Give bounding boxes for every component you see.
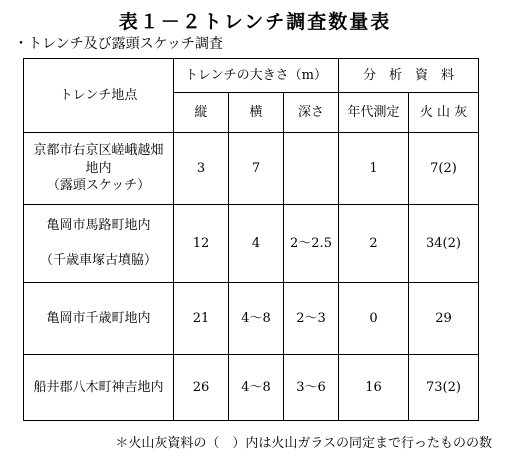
- table-row: [24, 133, 479, 205]
- location-line: （千歳車塚古墳脇）: [39, 253, 157, 268]
- table-row: [24, 283, 479, 355]
- header-analysis-group: 分 析 資 料: [339, 59, 479, 93]
- location-line: （露頭スケッチ）: [46, 178, 151, 194]
- table-row: [24, 355, 479, 421]
- cell-depth: 2～3: [284, 283, 339, 355]
- cell-length: 21: [174, 283, 229, 355]
- location-line: 亀岡市馬路町地内: [46, 218, 151, 234]
- cell-ash: 34(2): [409, 205, 479, 283]
- cell-length: 26: [174, 355, 229, 421]
- cell-location: [24, 205, 174, 283]
- cell-dating: 16: [339, 355, 409, 421]
- header-ash: 火 山 灰: [409, 93, 479, 133]
- header-location: トレンチ地点: [24, 59, 174, 133]
- cell-dating: 0: [339, 283, 409, 355]
- location-line: 船井郡八木町神吉地内: [33, 379, 164, 395]
- header-size-group: トレンチの大きさ（m）: [174, 59, 339, 93]
- header-depth: 深さ: [284, 93, 339, 133]
- location-line: 地内: [85, 160, 112, 176]
- cell-location: [24, 283, 174, 355]
- cell-ash: 29: [409, 283, 479, 355]
- cell-length: 12: [174, 205, 229, 283]
- cell-width: 4: [229, 205, 284, 283]
- header-dating: 年代測定: [339, 93, 409, 133]
- cell-width: 4～8: [229, 283, 284, 355]
- page-title: 表１－２トレンチ調査数量表: [118, 11, 392, 33]
- footnote: ＊火山灰資料の（ ）内は火山ガラスの同定まで行ったものの数: [115, 436, 492, 451]
- cell-depth: 3～6: [284, 355, 339, 421]
- cell-location: [24, 133, 174, 205]
- location-line: 京都市右京区嵯峨越畑: [33, 143, 164, 159]
- location-line: [26, 235, 171, 252]
- cell-dating: 1: [339, 133, 409, 205]
- trench-table: [23, 58, 479, 421]
- cell-depth: [284, 133, 339, 205]
- cell-ash: 73(2): [409, 355, 479, 421]
- location-line: 亀岡市千歳町地内: [46, 310, 151, 326]
- cell-width: 7: [229, 133, 284, 205]
- cell-length: 3: [174, 133, 229, 205]
- table-row: [24, 205, 479, 283]
- cell-ash: 7(2): [409, 133, 479, 205]
- cell-dating: 2: [339, 205, 409, 283]
- cell-width: 4～8: [229, 355, 284, 421]
- cell-depth: 2～2.5: [284, 205, 339, 283]
- cell-location: [24, 355, 174, 421]
- page-subtitle: ・トレンチ及び露頭スケッチ調査: [14, 36, 223, 52]
- header-length: 縦: [174, 93, 229, 133]
- header-width: 横: [229, 93, 284, 133]
